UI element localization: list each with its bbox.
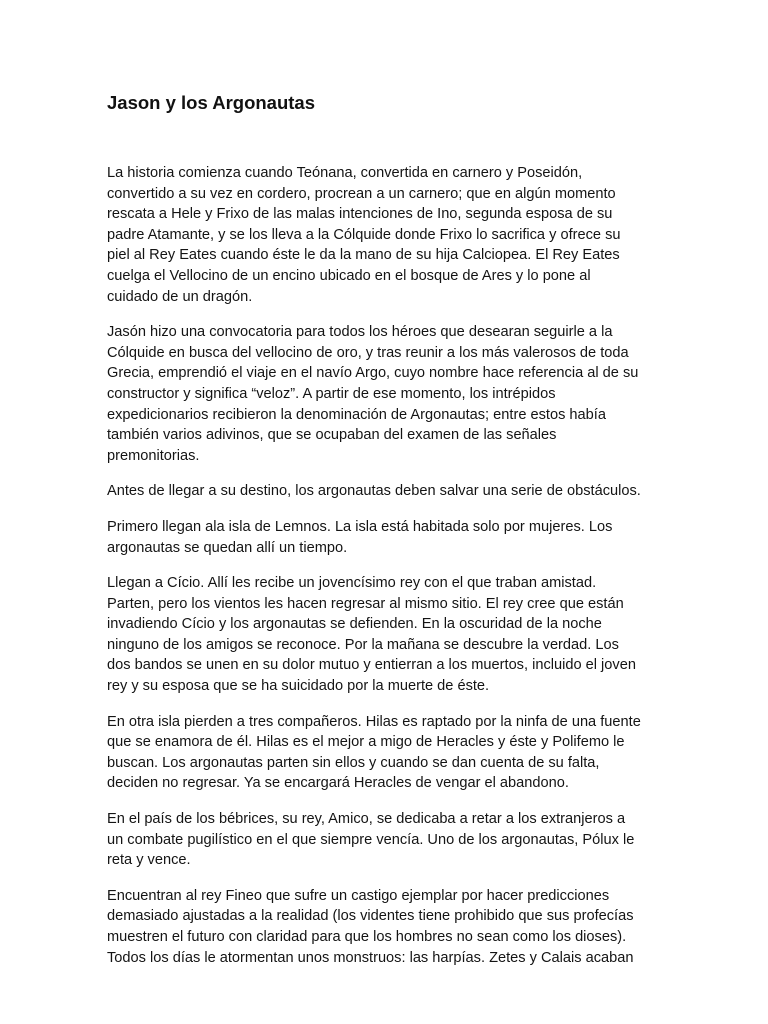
text-line: Todos los días le atormentan unos monstruos: las harpías. Zetes y Calais acaban [107, 949, 634, 966]
text-line: premonitorias. [107, 447, 200, 464]
text-line: deciden no regresar. Ya se encargará Heracles de vengar el abandono. [107, 775, 569, 792]
text-line: invadiendo Cício y los argonautas se defienden. En la oscuridad de la noche [107, 616, 602, 633]
text-line: ninguno de los amigos se reconoce. Por la mañana se descubre la verdad. Los [107, 636, 619, 653]
text-line: Primero llegan ala isla de Lemnos. La isla está habitada solo por mujeres. Los [107, 518, 613, 535]
paragraph [107, 517, 667, 558]
document-body [107, 163, 667, 983]
paragraph [107, 481, 667, 502]
text-line: piel al Rey Eates cuando éste le da la mano de su hija Calciopea. El Rey Eates [107, 247, 620, 264]
text-line: En el país de los bébrices, su rey, Amico, se dedicaba a retar a los extranjeros a [107, 811, 626, 828]
text-line: que se enamora de él. Hilas es el mejor a migo de Heracles y éste y Polifemo le [107, 734, 625, 751]
text-line: Encuentran al rey Fineo que sufre un castigo ejemplar por hacer predicciones [107, 887, 610, 904]
text-line: argonautas se quedan allí un tiempo. [107, 539, 348, 556]
text-line: convertido a su vez en cordero, procrean a un carnero; que en algún momento [107, 185, 616, 202]
paragraph [107, 809, 667, 871]
text-line: buscan. Los argonautas parten sin ellos y cuando se dan cuenta de su falta, [107, 754, 600, 771]
text-line: Parten, pero los vientos les hacen regresar al mismo sitio. El rey cree que están [107, 595, 624, 612]
paragraph [107, 712, 667, 794]
text-line: dos bandos se unen en su dolor mutuo y entierran a los muertos, incluido el joven [107, 657, 636, 674]
text-line: un combate pugilístico en el que siempre vencía. Uno de los argonautas, Pólux le [107, 831, 635, 848]
text-line: expedicionarios recibieron la denominación de Argonautas; entre estos había [107, 406, 606, 423]
text-line: Llegan a Cício. Allí les recibe un jovencísimo rey con el que traban amistad. [107, 575, 597, 592]
paragraph [107, 886, 667, 968]
text-line: Antes de llegar a su destino, los argonautas deben salvar una serie de obstáculos. [107, 483, 641, 500]
text-line: reta y vence. [107, 852, 191, 869]
text-line: La historia comienza cuando Teónana, convertida en carnero y Poseidón, [107, 165, 583, 181]
text-line: En otra isla pierden a tres compañeros. Hilas es raptado por la ninfa de una fuente [107, 713, 641, 730]
text-line: rescata a Hele y Frixo de las malas intenciones de Ino, segunda esposa de su [107, 206, 613, 223]
text-line: Cólquide en busca del vellocino de oro, y tras reunir a los más valerosos de toda [107, 344, 629, 361]
text-line: constructor y significa “veloz”. A partir de ese momento, los intrépidos [107, 385, 556, 402]
text-line: muestren el futuro con claridad para que los hombres no sean como los dioses). [107, 929, 627, 945]
text-line: cuidado de un dragón. [107, 288, 253, 305]
text-line: cuelga el Vellocino de un encino ubicado en el bosque de Ares y lo pone al [107, 267, 591, 284]
document-title: Jason y los Argonautas [107, 92, 316, 113]
text-line: también varios adivinos, que se ocupaban del examen de las señales [107, 427, 557, 444]
text-line: rey y su esposa que se ha suicidado por la muerte de éste. [107, 678, 490, 695]
text-line: padre Atamante, y se los lleva a la Cólquide donde Frixo lo sacrifica y ofrece su [107, 226, 621, 243]
paragraph [107, 163, 667, 307]
text-line: Jasón hizo una convocatoria para todos los héroes que desearan seguirle a la [107, 324, 613, 341]
paragraph [107, 573, 667, 697]
text-line: demasiado ajustadas a la realidad (los videntes tiene prohibido que sus profecías [107, 908, 634, 925]
text-line: Grecia, emprendió el viaje en el navío Argo, cuyo nombre hace referencia al de su [107, 365, 639, 382]
paragraph [107, 322, 667, 466]
